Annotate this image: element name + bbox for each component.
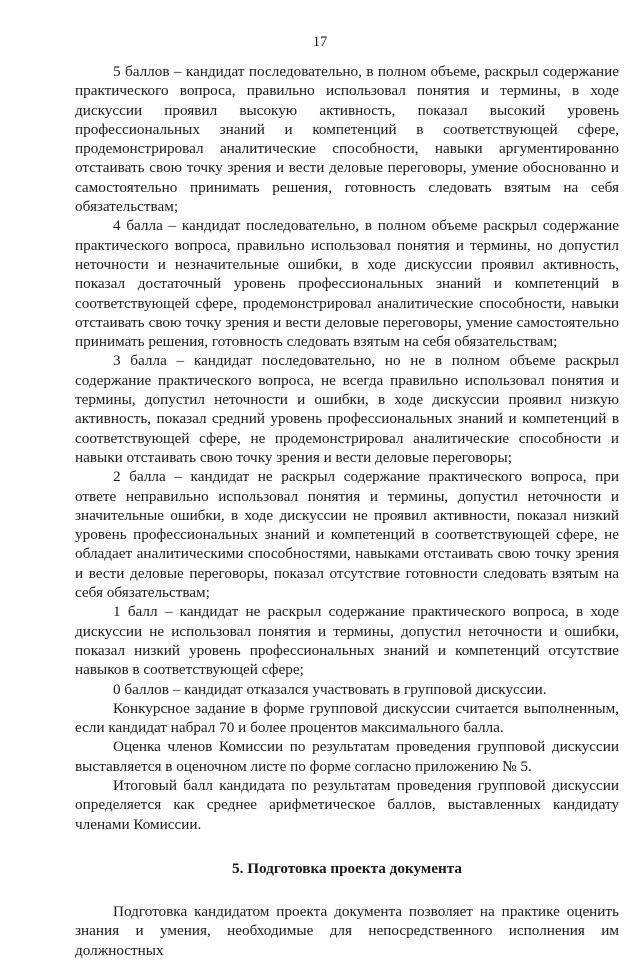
paragraph-score-1: 1 балл – кандидат не раскрыл содержание практического вопроса, в ходе дискуссии не использовал понятия и термины, допустил неточности и ошибки, показал низкий уровень профессиональных знаний и компетенций отсутствие навыков в соответствующей сфере; [75,603,619,679]
paragraph-score-2: 2 балла – кандидат не раскрыл содержание практического вопроса, при ответе неправильно использовал понятия и термины, допустил неточности и значительные ошибки, в ходе дискуссии не проявил активности, показал низкий уровень профессиональных знаний и компетенций в соответствующей сфере, не обладает аналитическими способностями, навыками отстаивать свою точку зрения и вести деловые переговоры, показал отсутствие готовности следовать взятым на себя обязательствам; [75,468,619,602]
paragraph-score-0: 0 баллов – кандидат отказался участвовать в групповой дискуссии. [113,680,547,698]
paragraph-final-score: Итоговый балл кандидата по результатам проведения групповой дискуссии определяется как среднее арифметическое баллов, выставленных кандидату членами Комиссии. [75,776,619,833]
page-number: 17 [312,34,328,50]
document-body [75,62,619,960]
paragraph-score-3: 3 балла – кандидат последовательно, но не в полном объеме раскрыл содержание практического вопроса, не всегда правильно использовал понятия и термины, допустил неточности и ошибки, в ходе дискуссии проявил низкую активность, показал средний уровень профессиональных знаний и компетенций в соответствующей сфере, не продемонстрировал аналитические способности и навыки отстаивать свою точку зрения и вести деловые переговоры; [75,352,619,466]
section-heading: 5. Подготовка проекта документа [232,859,462,877]
paragraph-score-4: 4 балла – кандидат последовательно, в полном объеме раскрыл содержание практического вопроса, правильно использовал понятия и термины, но допустил неточности и незначительные ошибки, в ходе дискуссии проявил активность, показал достаточный уровень профессиональных знаний и компетенций в соответствующей сфере, продемонстрировал аналитические способности, навыки отстаивать свою точку зрения и вести деловые переговоры, умение самостоятельно принимать решения, готовность следовать взятым на себя обязательствам; [75,217,619,351]
paragraph-score-5: 5 баллов – кандидат последовательно, в полном объеме, раскрыл содержание практического вопроса, правильно использовал понятия и термины, в ходе дискуссии проявил высокую активность, показал высокий уровень профессиональных знаний и компетенций в соответствующей сфере, продемонстрировал аналитические способности, навыки аргументированно отстаивать свою точку зрения и вести деловые переговоры, умение обоснованно и самостоятельно принимать решения, готовность следовать взятым на себя обязательствам; [75,63,619,216]
paragraph-completion-criteria: Конкурсное задание в форме групповой дискуссии считается выполненным, если кандидат набрал 70 и более процентов максимального балла. [75,699,619,737]
paragraph-evaluation-sheet: Оценка членов Комиссии по результатам проведения групповой дискуссии выставляется в оценочном листе по форме согласно приложению № 5. [75,738,619,775]
paragraph-document-preparation: Подготовка кандидатом проекта документа позволяет на практике оценить знания и умения, необходимые для непосредственного исполнения им должностных [75,903,619,959]
